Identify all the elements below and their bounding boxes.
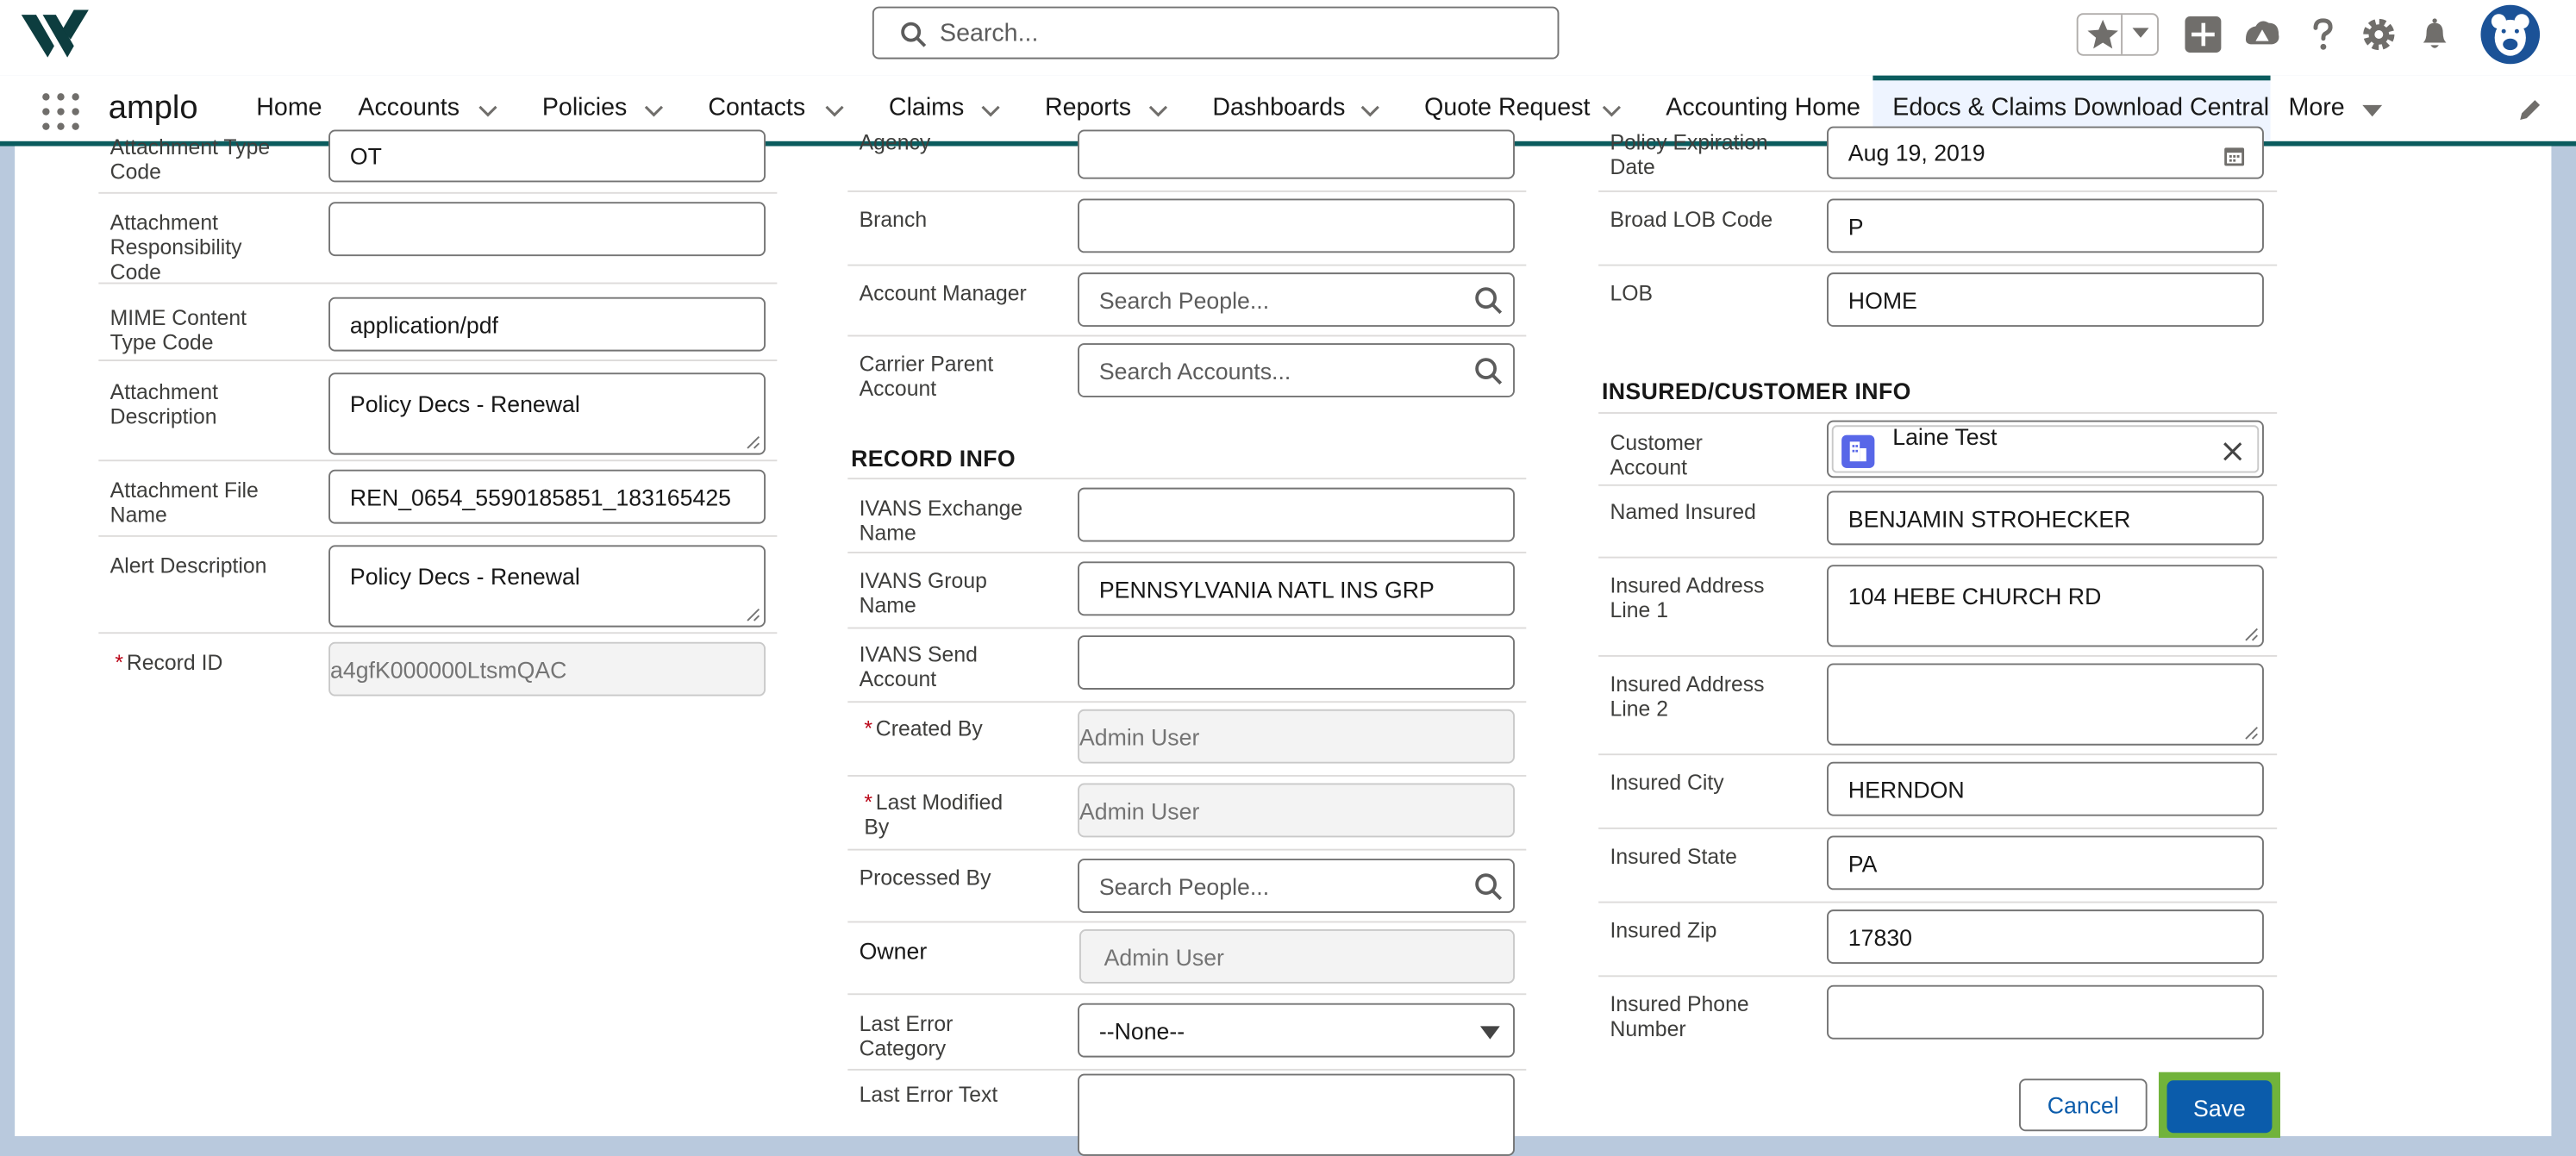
search-icon	[1473, 356, 1503, 385]
resize-handle-icon[interactable]	[746, 608, 760, 622]
ivans-group-name-input[interactable]	[1078, 561, 1515, 615]
record-edit-form	[15, 129, 2551, 1136]
insured-address-line-2-textarea[interactable]	[1827, 663, 2264, 745]
calendar-icon[interactable]	[2223, 145, 2246, 168]
last-modified-by-readonly	[1078, 784, 1515, 838]
insured-zip-input[interactable]	[1827, 909, 2264, 964]
nav-item-label: Policies	[541, 93, 628, 122]
customer-account-lookup[interactable]	[1827, 421, 2264, 478]
search-icon	[900, 22, 926, 47]
branch-input[interactable]	[1078, 198, 1515, 253]
chevron-down-icon[interactable]	[477, 98, 500, 122]
agency-input[interactable]	[1078, 129, 1515, 178]
chevron-down-icon[interactable]	[823, 98, 847, 122]
field-label: Insured Zip	[1610, 917, 1717, 943]
search-icon	[1473, 872, 1503, 901]
bear-avatar-icon	[2480, 5, 2540, 65]
required-marker: *	[864, 715, 872, 740]
resize-handle-icon[interactable]	[2244, 726, 2259, 740]
selected-account-name: Laine Test	[1892, 423, 1998, 450]
chevron-down-icon[interactable]	[979, 98, 1003, 122]
field-label: Insured City	[1610, 770, 1724, 795]
field-row-insured-address-line-2	[1598, 657, 2277, 755]
named-insured-input[interactable]	[1827, 491, 2264, 545]
selected-account-pill[interactable]	[1832, 425, 2259, 472]
field-label: IVANS Exchange Name	[859, 496, 1023, 546]
field-label	[864, 715, 1069, 740]
field-label: Customer Account	[1610, 430, 1703, 480]
insured-phone-number-input[interactable]	[1827, 985, 2264, 1040]
insured-city-input[interactable]	[1827, 762, 2264, 816]
field-row-ivans-send-account	[847, 628, 1526, 703]
favorites-dropdown-icon[interactable]	[2129, 22, 2153, 45]
field-value: HOME	[1848, 286, 1917, 313]
field-label: Last Error Category	[859, 1011, 953, 1061]
field-value: PENNSYLVANIA NATL INS GRP	[1098, 575, 1435, 603]
broad-lob-code-input[interactable]	[1827, 198, 2264, 253]
nav-item-label: Accounts	[358, 93, 460, 122]
field-value: Aug 19, 2019	[1848, 139, 1985, 166]
field-row-policy-expiration-date	[1598, 129, 2277, 191]
trailhead-icon[interactable]	[2242, 15, 2282, 54]
field-label: Insured Address Line 1	[1610, 572, 1765, 622]
field-row-attachment-description	[98, 361, 777, 461]
field-row-attachment-file-name	[98, 461, 777, 537]
last-error-category-select[interactable]	[1078, 1003, 1515, 1058]
favorites-group	[2077, 13, 2159, 56]
field-placeholder: Search Accounts...	[1098, 357, 1291, 384]
user-avatar[interactable]	[2480, 5, 2540, 65]
field-value: BENJAMIN STROHECKER	[1848, 504, 2131, 532]
chevron-down-icon[interactable]	[1147, 98, 1170, 122]
field-label: Processed By	[859, 865, 991, 890]
field-row-insured-zip	[1598, 903, 2277, 978]
section-title-insured-customer-info: INSURED/CUSTOMER INFO	[1601, 378, 1911, 404]
created-by-readonly	[1078, 709, 1515, 764]
field-label: Branch	[859, 206, 928, 232]
global-actions-add-icon[interactable]	[2184, 15, 2223, 54]
field-value: --None--	[1098, 1016, 1185, 1044]
field-label: Alert Description	[109, 553, 267, 578]
field-value: HERNDON	[1848, 775, 1965, 803]
field-label: Attachment Description	[109, 378, 218, 429]
global-search-input[interactable]	[872, 7, 1560, 59]
nav-item-label: Accounting Home	[1666, 93, 1860, 122]
field-label: LOB	[1610, 280, 1654, 306]
field-label: Insured Phone Number	[1610, 991, 1749, 1041]
nav-item-label: Home	[256, 93, 322, 122]
ivans-send-account-input[interactable]	[1078, 635, 1515, 690]
field-row-lob	[1598, 266, 2277, 339]
chevron-down-icon[interactable]	[1359, 98, 1382, 122]
global-header	[0, 0, 2576, 76]
field-row-insured-city	[1598, 755, 2277, 829]
save-button[interactable]: Save	[2166, 1080, 2272, 1133]
insured-address-line-1-textarea[interactable]	[1827, 565, 2264, 647]
field-label: IVANS Send Account	[859, 641, 978, 691]
lob-input[interactable]	[1827, 272, 2264, 327]
owner-readonly	[1079, 929, 1515, 984]
section-title-record-info: RECORD INFO	[851, 445, 1016, 472]
field-value: REN_0654_5590185851_183165425	[349, 483, 731, 510]
field-row-account-manager	[847, 266, 1526, 337]
field-label: Named Insured	[1610, 499, 1756, 524]
nav-item-label: Claims	[888, 93, 965, 122]
field-label: Attachment Responsibility Code	[109, 209, 242, 284]
field-value: a4gfK000000LtsmQAC	[330, 655, 567, 683]
field-label	[115, 650, 320, 675]
field-placeholder: Search People...	[1098, 872, 1270, 899]
carrier-parent-account-lookup[interactable]	[1078, 343, 1515, 397]
resize-handle-icon[interactable]	[746, 435, 760, 450]
field-label: IVANS Group Name	[859, 567, 987, 618]
help-icon[interactable]	[2304, 15, 2343, 54]
field-row-mime-content-type-code	[98, 284, 777, 361]
attachment-responsibility-code-input[interactable]	[328, 202, 766, 256]
field-row-insured-address-line-1	[1598, 559, 2277, 657]
field-label: Carrier Parent Account	[859, 351, 994, 401]
field-label-text: Record ID	[126, 650, 223, 675]
field-label: Agency	[859, 129, 931, 155]
field-row-record-id	[98, 634, 777, 708]
nav-item-label: Contacts	[708, 93, 806, 122]
field-value: Policy Decs - Renewal	[349, 391, 580, 417]
required-marker: *	[864, 790, 872, 815]
chevron-down-icon[interactable]	[642, 98, 666, 122]
mime-content-type-code-input[interactable]	[328, 297, 766, 352]
field-row-last-error-text	[847, 1071, 1526, 1145]
field-value: 17830	[1848, 923, 1913, 950]
insured-state-input[interactable]	[1827, 835, 2264, 890]
favorites-divider	[2121, 15, 2123, 54]
chevron-down-icon[interactable]	[1600, 98, 1623, 122]
field-value: OT	[349, 142, 382, 170]
field-label: Broad LOB Code	[1610, 206, 1773, 232]
field-label-text: Created By	[875, 715, 983, 740]
field-label: MIME Content Type Code	[109, 305, 247, 355]
field-row-customer-account	[1598, 412, 2277, 486]
field-label: Owner	[859, 937, 928, 965]
app-launcher-icon[interactable]	[41, 92, 81, 132]
field-row-alert-description	[98, 537, 777, 634]
field-value: PA	[1848, 849, 1878, 877]
field-row-branch	[847, 192, 1526, 266]
account-record-icon	[1841, 435, 1874, 468]
field-label: Attachment Type Code	[109, 134, 271, 184]
field-value: application/pdf	[349, 310, 498, 338]
edit-nav-pencil-icon[interactable]	[2517, 97, 2542, 122]
field-value: Admin User	[1079, 797, 1200, 824]
field-value: 104 HEBE CHURCH RD	[1848, 583, 2102, 609]
field-row-ivans-group-name	[847, 553, 1526, 629]
attachment-file-name-input[interactable]	[328, 470, 766, 524]
alert-description-textarea[interactable]	[328, 545, 766, 627]
field-value: P	[1848, 212, 1864, 240]
attachment-type-code-input[interactable]	[328, 129, 766, 182]
resize-handle-icon[interactable]	[2244, 628, 2259, 642]
field-row-broad-lob-code	[1598, 192, 2277, 266]
processed-by-lookup[interactable]	[1078, 859, 1515, 913]
field-value: Policy Decs - Renewal	[349, 563, 580, 590]
field-row-agency	[847, 129, 1526, 191]
cancel-button[interactable]: Cancel	[2019, 1078, 2148, 1131]
nav-item-label: Reports	[1044, 93, 1132, 122]
field-label: Last Error Text	[859, 1082, 998, 1107]
favorites-star-icon[interactable]	[2085, 16, 2121, 53]
account-manager-lookup[interactable]	[1078, 272, 1515, 327]
caret-down-icon[interactable]	[2360, 98, 2384, 122]
field-label	[864, 790, 1029, 839]
field-row-last-modified-by	[847, 777, 1526, 851]
setup-gear-icon[interactable]	[2359, 15, 2398, 54]
last-error-text-textarea[interactable]	[1078, 1074, 1515, 1156]
clear-selection-close-icon[interactable]	[2221, 440, 2244, 463]
field-label: Insured State	[1610, 843, 1737, 869]
field-row-named-insured	[1598, 484, 2277, 559]
nav-item-label: More	[2288, 93, 2345, 122]
field-row-last-error-category	[847, 995, 1526, 1071]
record-id-readonly	[328, 642, 766, 697]
field-row-ivans-exchange-name	[847, 478, 1526, 553]
field-row-attachment-type-code	[98, 129, 777, 193]
policy-expiration-date-input[interactable]	[1827, 127, 2264, 179]
field-row-owner	[847, 922, 1526, 995]
select-caret-down-icon	[1480, 1024, 1500, 1040]
app-name: amplo	[108, 90, 198, 127]
nav-item-label: Edocs & Claims Download Central	[1892, 93, 2270, 122]
field-row-processed-by	[847, 851, 1526, 923]
search-placeholder: Search...	[940, 19, 1039, 48]
field-label: Policy Expiration Date	[1610, 129, 1768, 179]
nav-item-label: Quote Request	[1424, 93, 1591, 122]
required-marker: *	[115, 650, 124, 675]
field-value: Admin User	[1079, 722, 1200, 750]
field-row-insured-state	[1598, 829, 2277, 903]
field-row-carrier-parent-account	[847, 336, 1526, 409]
notifications-bell-icon[interactable]	[2415, 15, 2454, 54]
field-placeholder: Search People...	[1098, 286, 1270, 313]
field-row-insured-phone-number	[1598, 977, 2277, 1051]
search-icon	[1473, 285, 1503, 315]
field-label-text: Last Modified By	[864, 790, 1004, 840]
attachment-description-textarea[interactable]	[328, 372, 766, 454]
nav-item-label: Dashboards	[1212, 93, 1346, 122]
field-label: Insured Address Line 2	[1610, 671, 1765, 722]
field-label: Attachment File Name	[109, 478, 259, 528]
field-row-attachment-responsibility-code	[98, 194, 777, 284]
field-value: Admin User	[1104, 943, 1224, 970]
field-label: Account Manager	[859, 280, 1027, 306]
field-row-created-by	[847, 703, 1526, 777]
amplo-logo[interactable]	[20, 9, 89, 59]
ivans-exchange-name-input[interactable]	[1078, 488, 1515, 542]
